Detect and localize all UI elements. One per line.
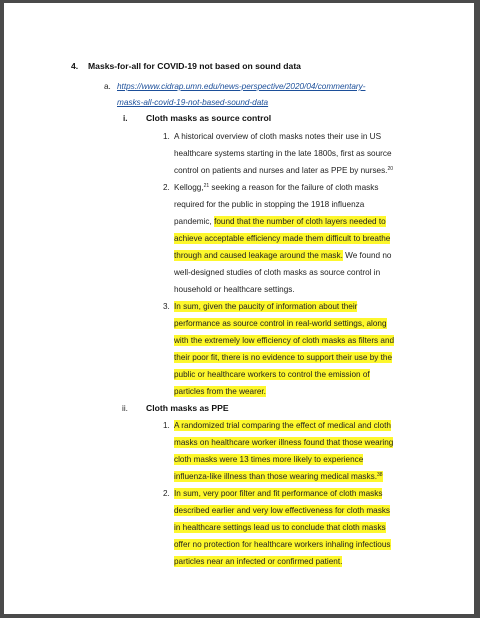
highlighted-text: public or healthcare workers to control the emission of — [174, 370, 370, 379]
highlighted-text: in healthcare settings lead us to conclude that cloth masks — [174, 523, 386, 532]
link-marker: a. — [104, 82, 111, 91]
article-link-line-1[interactable]: https://www.cidrap.umn.edu/news-perspective/2020/04/commentary- — [117, 82, 366, 91]
highlighted-text: A randomized trial comparing the effect of medical and cloth — [174, 421, 391, 430]
list-item-marker: 2. — [163, 489, 170, 498]
highlighted-text: masks on healthcare worker illness found that those wearing — [174, 438, 394, 447]
highlighted-text: particles near an infected or confirmed patient. — [174, 557, 343, 566]
section-number: 4. — [71, 61, 79, 71]
footnote-ref: 21 — [203, 183, 210, 189]
list-item-marker: 1. — [163, 421, 170, 430]
highlighted-text: offer no protection for healthcare workers inhaling infectious — [174, 540, 391, 549]
highlighted-text: In sum, given the paucity of information about their — [174, 302, 358, 311]
list-item-text — [174, 539, 391, 550]
list-item-text — [174, 471, 383, 482]
list-item-text: healthcare systems starting in the late 1800s, first as source — [174, 149, 392, 158]
highlighted-text: influenza-like illness than those wearing medical masks.$^{38}$ — [174, 472, 383, 481]
list-item-text — [174, 233, 390, 244]
subsection-marker-i: i. — [123, 114, 128, 123]
list-item-text: control on patients and nurses and later as PPE by nurses.$^{20}$ — [174, 166, 394, 175]
list-item-text — [174, 352, 392, 363]
list-item-text — [174, 318, 387, 329]
list-item-text — [174, 301, 357, 312]
list-item-marker: 1. — [163, 132, 170, 141]
list-item-text: through and caused leakage around the mask. We found no — [174, 251, 392, 260]
list-item-text — [174, 420, 391, 431]
highlighted-text: described earlier and very low effectiveness for cloth masks — [174, 506, 391, 515]
document-page — [4, 3, 474, 614]
list-item-text: household or healthcare settings. — [174, 285, 295, 294]
section-heading: Masks-for-all for COVID-19 not based on sound data — [88, 61, 301, 71]
list-item-text — [174, 488, 382, 499]
footnote-ref: 20 — [387, 166, 394, 172]
list-item-text: Kellogg,$^{21}$ seeking a reason for the failure of cloth masks — [174, 183, 379, 192]
list-item-text — [174, 505, 390, 516]
highlighted-text: with the extremely low efficiency of cloth masks as filters and — [174, 336, 395, 345]
highlighted-text: In sum, very poor filter and fit performance of cloth masks — [174, 489, 383, 498]
highlighted-text: achieve acceptable efficiency made them difficult to breathe — [174, 234, 391, 243]
footnote-ref: 38 — [376, 472, 383, 478]
list-item-text — [174, 369, 370, 380]
list-item-text — [174, 556, 342, 567]
list-item-text — [174, 437, 393, 448]
article-link-line-2[interactable]: masks-all-covid-19-not-based-sound-data — [117, 98, 269, 107]
list-item-text — [174, 335, 394, 346]
subsection-title-ppe: Cloth masks as PPE — [146, 403, 229, 413]
list-item-text: pandemic, found that the number of cloth layers needed to — [174, 217, 386, 226]
list-item-text: A historical overview of cloth masks notes their use in US — [174, 132, 382, 141]
highlighted-text: through and caused leakage around the mask. — [174, 251, 343, 260]
highlighted-text: found that the number of cloth layers needed to — [214, 217, 386, 226]
highlighted-text: cloth masks were 13 times more likely to experience — [174, 455, 364, 464]
subsection-title-source-control: Cloth masks as source control — [146, 113, 272, 123]
highlighted-text: particles from the wearer. — [174, 387, 266, 396]
highlighted-text: their poor fit, there is no evidence to support their use by the — [174, 353, 393, 362]
list-item-text — [174, 386, 266, 397]
list-item-text — [174, 522, 386, 533]
list-item-text: required for the public in stopping the 1918 influenza — [174, 200, 365, 209]
highlighted-text: performance as source control in real-world settings, along — [174, 319, 387, 328]
list-item-marker: 3. — [163, 302, 170, 311]
list-item-text: well-designed studies of cloth masks as source control in — [174, 268, 381, 277]
subsection-marker-ii: ii. — [122, 404, 128, 413]
list-item-text — [174, 454, 363, 465]
list-item-marker: 2. — [163, 183, 170, 192]
